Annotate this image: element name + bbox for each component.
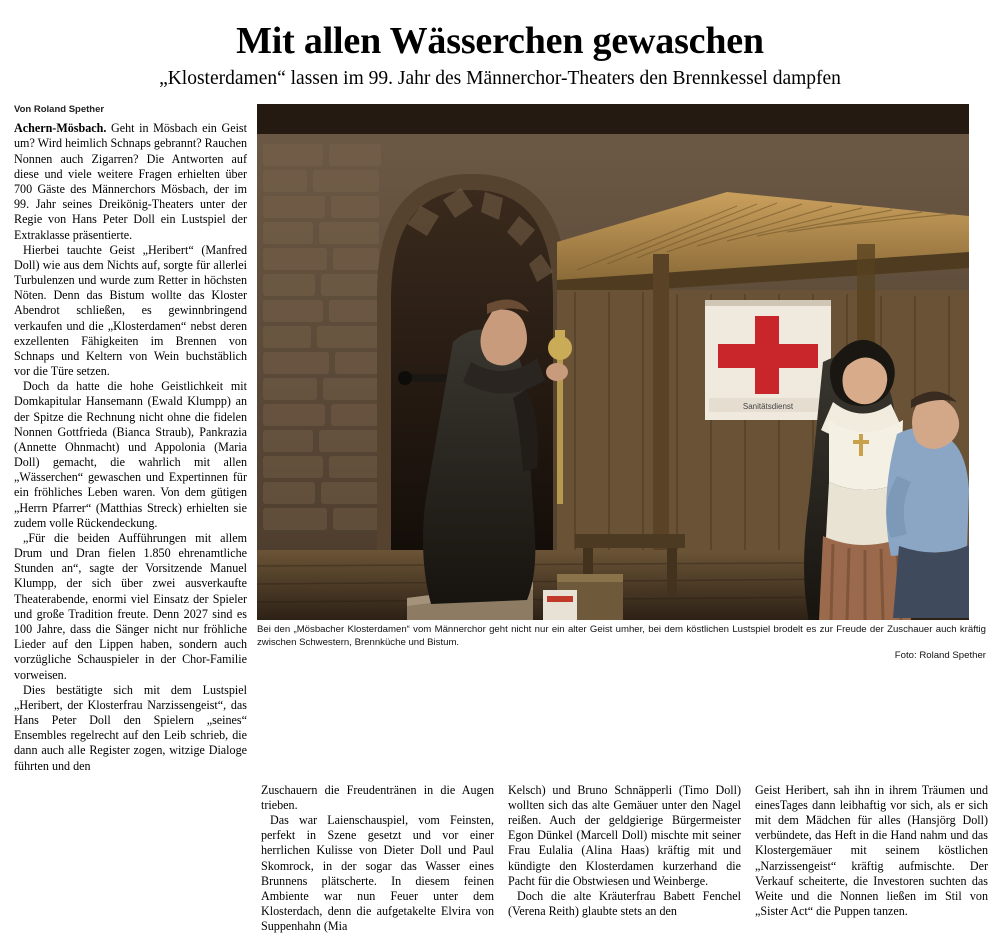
article-top-block [14,104,986,773]
stage-photo [257,104,969,620]
stage-photo-illustration [257,104,969,620]
paragraph: Doch da hatte die hohe Geistlichkeit mit Domkapitular Hansemann (Ewald Klumpp) an der Spitze die Rechnung nicht ohne die fidelen Nonnen Gottfrieda (Bianca Straub), Pankrazia (Annette Ohnmacht) und Appolonia (Maria Doll) gemacht, die wahrlich mit allen „Wässerchen“ gewaschen und Expertinnen für ein fröhliches Leben waren. Von dem gütigen „Herrn Pfarrer“ (Matthias Streck) erhielten sie zudem volle Rückendeckung. [14,379,247,530]
paragraph: Geist Heribert, sah ihn in ihrem Träumen und einesTages dann leibhaftig vor sich, als er sich mit dem Mädchen für alles (Hansjörg Doll) verbündete, das Heft in die Hand nahm und das Klostergemäuer mit seinem köstlichen „Narzissengeist“ kräftig aufmischte. Der Verkauf scheiterte, die Investoren suchten das Weite und die Nonnen ließen im Stil von „Sister Act“ die Puppen tanzen. [755,782,988,919]
photo-caption: Bei den „Mösbacher Klosterdamen“ vom Männerchor geht nicht nur ein alter Geist umher, bei dem köstlichen Lustspiel brodelt es zur Freude der Zuschauer auch kräftig zwischen Schwestern, Brennküche und Bistum. [257,624,986,648]
bottom-column-2 [508,783,741,934]
paragraph: Das war Laienschauspiel, vom Feinsten, perfekt in Szene gesetzt und vor einer herrlichen Kulisse von Dieter Doll und Paul Skomrock, in der sogar das Wasser eines Brunnens plätscherte. In diesem feinen Ambiente war nun Feuer unter dem Klosterdach, denn die aufgetakelte Elvira von Suppenhahn (Mia [261,813,494,934]
photo-credit: Foto: Roland Spether [894,649,986,661]
page-subheadline: „Klosterdamen“ lassen im 99. Jahr des Männerchor-Theaters den Brennkessel dampfen [159,67,841,89]
byline: Von Roland Spether [14,104,105,116]
paragraph: Achern-Mösbach. Geht in Mösbach ein Geist um? Wird heimlich Schnaps gebrannt? Rauchen Nonnen auch Zigarren? Die Antworten auf diese und viele weitere Fragen erhielten über 700 Gäste des Männerchors Mösbach, der im 99. Jahr seines Dreikönig-Theaters unter der Regie von Hans Peter Doll ein Lustspiel der Extraklasse präsentierte. [14,121,247,242]
paragraph: Zuschauern die Freudentränen in die Augen trieben. [261,782,494,812]
banner-text: Sanitätsdienst [742,402,794,412]
lead-column [14,104,247,773]
article-bottom-columns [14,783,986,934]
bottom-column-3 [755,783,988,934]
lead-column-text [14,121,247,773]
page-headline: Mit allen Wässerchen gewaschen [236,20,764,62]
paragraph: Dies bestätigte sich mit dem Lustspiel „Heribert, der Klosterfrau Narzissengeist“, das Hans Peter Doll den Spielern „seines“ Ensembles regelrecht auf den Leib schrieb, die dann auch alle Register zogen, witzige Dialoge führten und den [14,682,247,773]
paragraph: Doch die alte Kräuterfrau Babett Fenchel (Verena Reith) glaubte stets an den [508,888,741,919]
paragraph: Kelsch) und Bruno Schnäpperli (Timo Doll) wollten sich das alte Gemäuer unter den Nagel reißen. Auch der geldgierige Bürgermeister Egon Dünkel (Marcell Doll) mischte mit seiner Frau Eulalia (Alina Haas) kräftig mit und kündigte den Klosterdamen kurzerhand die Pacht für die Obstwiesen und Weinberge. [508,782,741,888]
bottom-column-1 [261,783,494,934]
article-photo-block [257,104,986,661]
paragraph: Hierbei tauchte Geist „Heribert“ (Manfred Doll) wie aus dem Nichts auf, sorgte für allerlei Turbulenzen und wurde zum Retter in höchsten Nöten. Denn das Bistum wollte das Kloster Abendrot schließen, es gewinnbringend verkaufen und die „Klosterdamen“ nebst deren exzellenten Fähigkeiten im Brennen von Schnaps und Keltern von Wein buchstäblich vor die Türe setzen. [14,242,247,379]
paragraph: „Für die beiden Aufführungen mit allem Drum und Dran fielen 1.850 ehrenamtliche Stunden an“, sagte der Vorsitzende Manuel Klumpp, der sich über zwei ausverkaufte Theaterabende, enormi viel Einsatz der Spieler und große Tradition freute. Denn 2027 sind es 100 Jahre, dass die Sänger nicht nur fröhliche Lieder auf den Lippen haben, sondern auch vorzügliche Schauspieler in der Chor-Familie vorweisen. [14,530,247,682]
